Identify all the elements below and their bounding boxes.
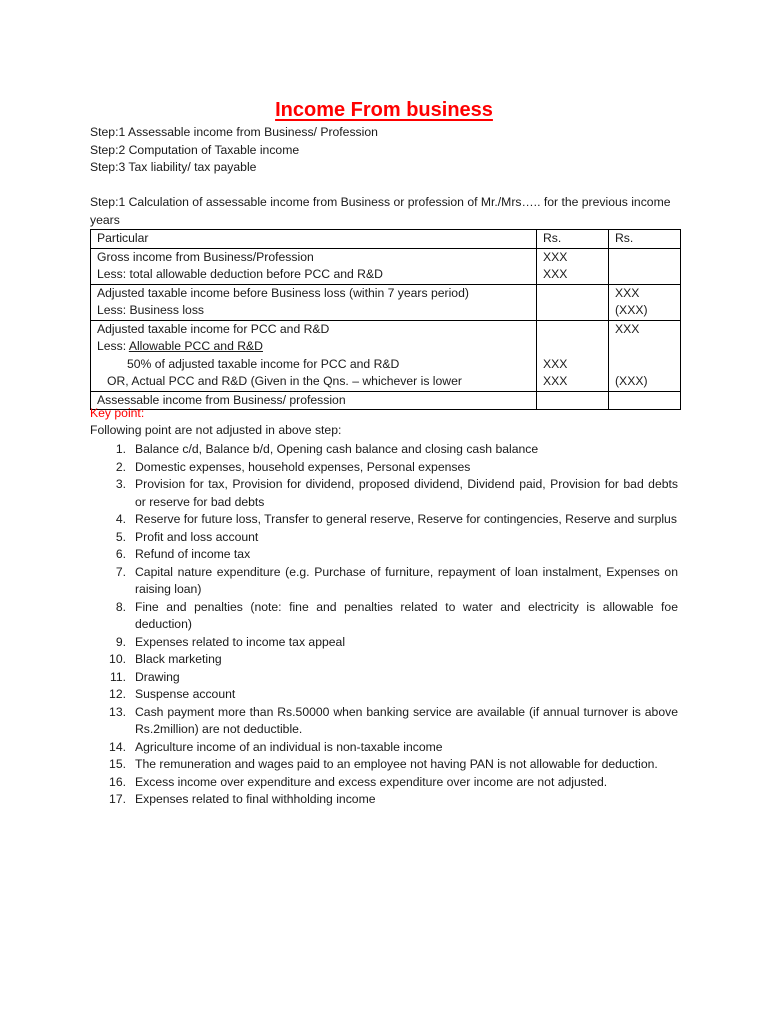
list-item: 14. Agriculture income of an individual is non-taxable income: [109, 739, 443, 754]
amount-cell: XXX: [543, 267, 568, 281]
amount-cell: XXX: [543, 356, 568, 371]
computation-table: [90, 229, 681, 410]
header-particular: Particular: [91, 230, 537, 249]
list-item: 12. Suspense account: [109, 687, 236, 701]
amount-cell: (XXX): [615, 303, 648, 317]
list-item: 15. The remuneration and wages paid to an employee not having PAN is not allowable for deduction.: [109, 757, 658, 771]
list-item: 6. Refund of income tax: [115, 547, 251, 561]
list-item: 3. Provision for tax, Provision for dividend, proposed dividend, Dividend paid, Provision for bad debts or reserve for bad debts: [115, 477, 678, 509]
list-item: 8. Fine and penalties (note: fine and penalties related to water and electricity is allowable foe deduction): [115, 599, 678, 631]
row-adjusted-before-loss: Adjusted taxable income before Business loss (within 7 years period): [97, 285, 469, 300]
page-title: Income From business: [275, 99, 493, 121]
step-2: Step:2 Computation of Taxable income: [90, 142, 300, 157]
step-1: Step:1 Assessable income from Business/ Profession: [90, 125, 378, 139]
amount-cell: XXX: [615, 285, 640, 300]
amount-cell: XXX: [543, 249, 568, 264]
table-header-row: [91, 230, 681, 249]
list-item: 10. Black marketing: [109, 652, 222, 666]
table-row: [91, 320, 681, 391]
steps-list: [90, 124, 690, 177]
key-point-heading: Key point:: [90, 406, 145, 420]
list-item: 16. Excess income over expenditure and excess expenditure over income are not adjusted.: [109, 774, 608, 789]
calculation-intro: Step:1 Calculation of assessable income from Business or profession of Mr./Mrs….. for the previous income years: [90, 195, 671, 227]
header-rs-1: Rs.: [537, 230, 609, 249]
list-item: 11. Drawing: [109, 669, 180, 684]
row-less-business-loss: Less: Business loss: [97, 303, 205, 317]
list-item: 9. Expenses related to income tax appeal: [115, 634, 346, 649]
amount-cell: XXX: [543, 374, 568, 388]
list-item: 7. Capital nature expenditure (e.g. Purchase of furniture, repayment of loan instalment, Expenses on raising loan): [115, 564, 678, 596]
amount-cell: XXX: [615, 321, 640, 336]
row-less-allowable-pcc: Less: Allowable PCC and R&D: [97, 339, 263, 353]
amount-cell: (XXX): [615, 374, 648, 388]
table-row: [91, 248, 681, 284]
table-row: [91, 391, 681, 410]
list-item: 4. Reserve for future loss, Transfer to general reserve, Reserve for contingencies, Reserve and surplus: [115, 512, 677, 526]
row-actual-pcc: OR, Actual PCC and R&D (Given in the Qns. – whichever is lower: [107, 374, 462, 388]
list-item: 13. Cash payment more than Rs.50000 when banking service are available (if annual turnover is above Rs.2million) are not deductible.: [109, 704, 678, 736]
not-adjusted-list: [90, 441, 678, 809]
row-assessable-income: Assessable income from Business/ profession: [91, 391, 537, 410]
list-item: 2. Domestic expenses, household expenses, Personal expenses: [115, 459, 471, 474]
row-fifty-percent: 50% of adjusted taxable income for PCC and R&D: [127, 356, 400, 371]
row-adjusted-for-pcc: Adjusted taxable income for PCC and R&D: [97, 321, 330, 336]
list-item: 1. Balance c/d, Balance b/d, Opening cash balance and closing cash balance: [115, 442, 539, 456]
step-3: Step:3 Tax liability/ tax payable: [90, 160, 257, 174]
list-item: 5. Profit and loss account: [115, 529, 259, 544]
following-intro: Following point are not adjusted in above step:: [90, 423, 342, 437]
list-item: 17. Expenses related to final withholding income: [109, 792, 376, 806]
row-gross-income: Gross income from Business/Profession: [97, 249, 314, 264]
header-rs-2: Rs.: [609, 230, 681, 249]
row-less-deduction: Less: total allowable deduction before PCC and R&D: [97, 267, 383, 281]
table-row: [91, 284, 681, 320]
